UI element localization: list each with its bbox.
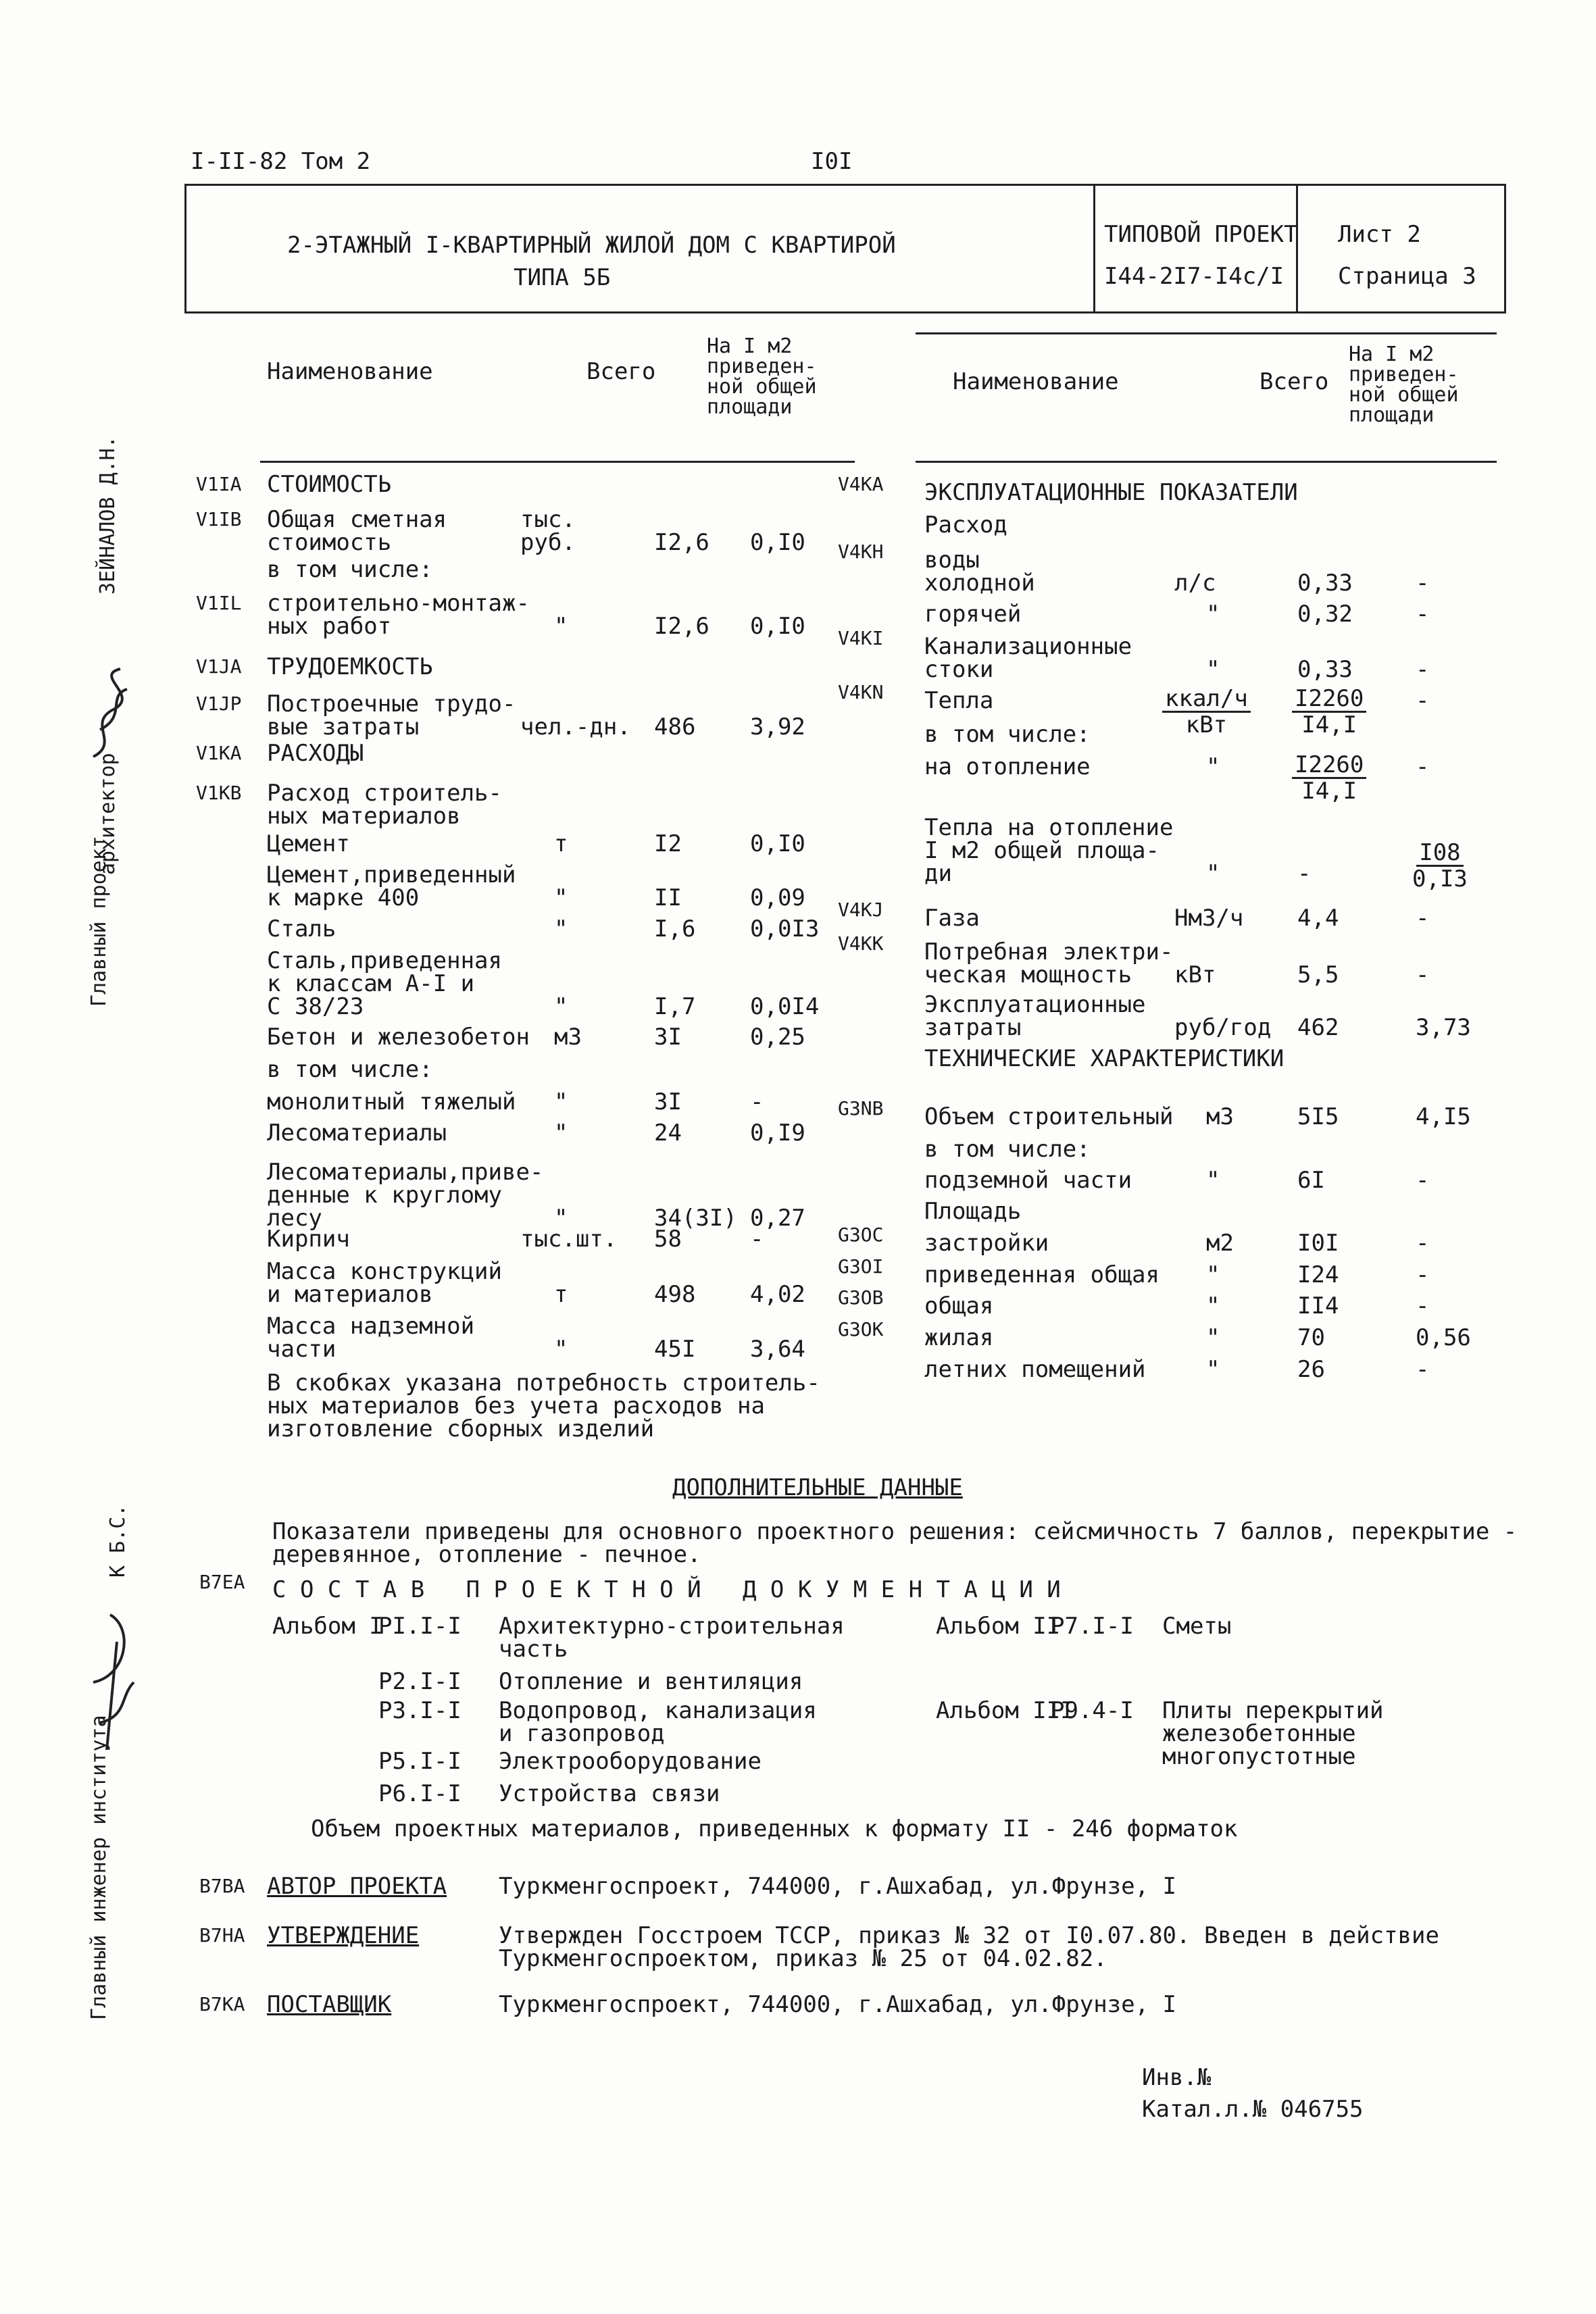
- left-row-unit: ": [554, 1205, 568, 1232]
- left-row-name: Общая сметная стоимость: [267, 506, 447, 556]
- left-row-total: 34(3I): [654, 1205, 737, 1232]
- right-row-code: G3OC: [838, 1224, 884, 1246]
- left-row-name: Сталь,приведенная к классам А-I и С 38/23: [267, 947, 502, 1020]
- right-row-name: Канализационные стоки: [924, 633, 1132, 683]
- right-row-per-m2: 0,56: [1416, 1324, 1471, 1351]
- footer-text: Туркменгоспроект, 744000, г.Ашхабад, ул.Фрунзе, I: [499, 1873, 1177, 1900]
- right-row-unit: ": [1206, 1324, 1220, 1351]
- right-row-unit: ": [1206, 1261, 1220, 1288]
- left-row-unit: ": [554, 884, 568, 911]
- project-label: ТИПОВОЙ ПРОЕКТ: [1104, 221, 1298, 248]
- album-name: Альбом I: [272, 1613, 383, 1640]
- right-row-code: G3OB: [838, 1286, 884, 1309]
- left-row-code: V1KB: [196, 782, 242, 804]
- left-row-per-m2: 3,92: [750, 713, 805, 740]
- footer-code: B7KA: [199, 1993, 245, 2015]
- left-row-unit: ": [554, 915, 568, 942]
- left-row-code: V1IA: [196, 473, 242, 495]
- right-row-total: 70: [1297, 1324, 1325, 1351]
- right-row-name: подземной части: [924, 1167, 1132, 1194]
- right-row-name: жилая: [924, 1324, 994, 1351]
- footer-code: B7BA: [199, 1875, 245, 1897]
- right-row-name: общая: [924, 1292, 994, 1319]
- album-title: Устройства связи: [499, 1780, 720, 1807]
- right-row-name: Расход: [924, 511, 1007, 538]
- right-row-per-m2: 4,I5: [1416, 1103, 1471, 1130]
- left-row-code: V1JP: [196, 693, 242, 715]
- left-row-name: Цемент,приведенный к марке 400: [267, 861, 516, 911]
- album-title: Плиты перекрытий железобетонные многопустотные: [1162, 1697, 1384, 1770]
- right-row-per-m2: $\frac{I08}{0,I3}$: [1412, 839, 1468, 892]
- right-row-unit: м2: [1206, 1230, 1234, 1257]
- right-row-per-m2: -: [1416, 1167, 1430, 1194]
- left-row-total: II: [654, 884, 682, 911]
- footer-label: АВТОР ПРОЕКТА: [267, 1873, 447, 1900]
- left-head-total: Всего: [587, 358, 656, 385]
- sidebar-role-chief-project: Главный проект: [87, 836, 111, 1007]
- album-code: P2.I-I: [378, 1668, 462, 1695]
- right-row-per-m2: -: [1416, 1292, 1430, 1319]
- right-row-per-m2: -: [1416, 656, 1430, 683]
- right-row-total: 462: [1297, 1014, 1339, 1041]
- volume-text: Объем проектных материалов, приведенных к формату II - 246 форматок: [311, 1815, 1238, 1842]
- right-row-total: 0,33: [1297, 570, 1353, 597]
- left-row-total: 3I: [654, 1024, 682, 1051]
- right-row-unit: ": [1206, 1292, 1220, 1319]
- left-row-per-m2: -: [750, 1226, 764, 1253]
- left-row-unit: ": [554, 1120, 568, 1147]
- right-head-total: Всего: [1260, 368, 1329, 395]
- series-label: I-II-82 Том 2: [191, 148, 371, 175]
- project-number: I44-2I7-I4c/I: [1104, 263, 1285, 290]
- right-row-name: на отопление: [924, 753, 1091, 780]
- left-head-name: Наименование: [267, 358, 433, 385]
- left-row-code: V1IL: [196, 592, 242, 614]
- footer-code: B7HA: [199, 1924, 245, 1946]
- sheet-label: Лист 2: [1338, 221, 1421, 248]
- right-row-code: V4KA: [838, 473, 884, 495]
- right-row-name: в том числе:: [924, 721, 1091, 748]
- right-row-name: горячей: [924, 601, 1022, 628]
- right-row-code: V4KJ: [838, 899, 884, 921]
- right-row-code: V4KN: [838, 681, 884, 703]
- right-row-code: G3NB: [838, 1097, 884, 1120]
- left-row-name: Сталь: [267, 915, 336, 942]
- album-code: PI.I-I: [378, 1613, 462, 1640]
- album-code: P9.4-I: [1051, 1697, 1134, 1724]
- extra-text: Показатели приведены для основного проектного решения: сейсмичность 7 баллов, перекрытие - деревянное, отопление - печное.: [272, 1518, 1518, 1568]
- left-row-code: V1KA: [196, 742, 242, 764]
- album-title: Водопровод, канализация и газопровод: [499, 1697, 817, 1747]
- right-row-name: Эксплуатационные затраты: [924, 991, 1146, 1041]
- left-row-per-m2: 0,0I3: [750, 915, 820, 942]
- right-row-name: летних помещений: [924, 1356, 1146, 1383]
- right-row-per-m2: -: [1416, 753, 1430, 780]
- right-row-unit: ккал/ч кВт: [1162, 686, 1251, 737]
- left-row-name: Цемент: [267, 830, 350, 857]
- right-row-unit: л/с: [1174, 570, 1216, 597]
- right-row-unit: Нм3/ч: [1174, 905, 1244, 932]
- right-row-name: Потребная электри- ческая мощность: [924, 938, 1174, 988]
- left-row-unit: т: [554, 830, 568, 857]
- right-row-name: Тепла на отопление I м2 общей площа- ди: [924, 814, 1174, 887]
- left-row-total: 486: [654, 713, 696, 740]
- right-row-total: 26: [1297, 1356, 1325, 1383]
- right-row-unit: руб/год: [1174, 1014, 1272, 1041]
- left-row-name: монолитный тяжелый: [267, 1088, 516, 1115]
- right-row-code: V4KI: [838, 627, 884, 649]
- left-row-per-m2: 0,25: [750, 1024, 805, 1051]
- left-row-name: Лесоматериалы,приве- денные к круглому лесу: [267, 1159, 544, 1232]
- right-row-total: $\frac{I2260}{I4,I}$: [1292, 753, 1366, 803]
- right-row-code: V4KK: [838, 932, 884, 955]
- left-row-unit: м3: [554, 1024, 582, 1051]
- sidebar-name-1: ЗЕЙНАЛОВ Д.Н.: [96, 436, 120, 595]
- right-row-name: ТЕХНИЧЕСКИЕ ХАРАКТЕРИСТИКИ: [924, 1045, 1285, 1072]
- right-row-unit: ": [1206, 860, 1220, 887]
- left-row-per-m2: 0,I9: [750, 1120, 805, 1147]
- right-row-per-m2: -: [1416, 1230, 1430, 1257]
- left-row-name: в том числе:: [267, 556, 433, 583]
- right-row-per-m2: -: [1416, 961, 1430, 988]
- right-row-total: 6I: [1297, 1167, 1325, 1194]
- left-row-per-m2: 0,I0: [750, 529, 805, 556]
- right-row-name: приведенная общая: [924, 1261, 1159, 1288]
- document-title-type: ТИПА 5Б: [514, 264, 611, 291]
- right-row-total: 5,5: [1297, 961, 1339, 988]
- extra-title: ДОПОЛНИТЕЛЬНЫЕ ДАННЫЕ: [672, 1474, 963, 1501]
- right-row-per-m2: -: [1416, 687, 1430, 714]
- footer-text: Туркменгоспроект, 744000, г.Ашхабад, ул.Фрунзе, I: [499, 1991, 1177, 2018]
- left-row-name: СТОИМОСТЬ: [267, 471, 392, 498]
- composition-title: С О С Т А В П Р О Е К Т Н О Й Д О К У М Е Н Т А Ц И И: [272, 1576, 1061, 1603]
- right-row-per-m2: -: [1416, 1356, 1430, 1383]
- right-row-name: ЭКСПЛУАТАЦИОННЫЕ ПОКАЗАТЕЛИ: [924, 479, 1298, 506]
- album-title: Электрооборудование: [499, 1748, 762, 1775]
- right-row-name: Площадь: [924, 1198, 1022, 1225]
- left-row-per-m2: 0,0I4: [750, 993, 820, 1020]
- composition-code: B7EA: [199, 1571, 245, 1593]
- left-row-unit: ": [554, 613, 568, 640]
- album-name: Альбом III: [936, 1697, 1074, 1724]
- page-number: I0I: [811, 148, 853, 175]
- right-row-unit: ": [1206, 753, 1220, 780]
- left-row-name: Расход строитель- ных материалов: [267, 780, 502, 830]
- right-row-name: застройки: [924, 1230, 1049, 1257]
- right-row-name: в том числе:: [924, 1136, 1091, 1163]
- right-row-unit: кВт: [1174, 961, 1216, 988]
- left-row-per-m2: 3,64: [750, 1336, 805, 1363]
- signature-1-icon: [80, 649, 134, 763]
- left-row-name: РАСХОДЫ: [267, 740, 364, 767]
- left-row-total: 498: [654, 1281, 696, 1308]
- left-row-unit: тыс. руб.: [520, 506, 576, 556]
- album-title: Сметы: [1162, 1613, 1232, 1640]
- sidebar-name-2: К Б.С.: [106, 1504, 130, 1578]
- right-row-total: $\frac{I2260}{I4,I}$: [1292, 686, 1366, 737]
- album-name: Альбом II: [936, 1613, 1061, 1640]
- right-row-total: I0I: [1297, 1230, 1339, 1257]
- left-row-unit: ": [554, 1336, 568, 1363]
- right-head-name: Наименование: [953, 368, 1119, 395]
- left-row-per-m2: -: [750, 1088, 764, 1115]
- sidebar-role-chief-engineer: Главный инженер института: [87, 1715, 111, 2020]
- right-row-total: 5I5: [1297, 1103, 1339, 1130]
- right-row-total: 0,32: [1297, 601, 1353, 628]
- left-head-per: На I м2 приведен- ной общей площади: [707, 334, 817, 419]
- left-table-note: В скобках указана потребность строитель- ных материалов без учета расходов на изготовление сборных изделий: [267, 1369, 820, 1442]
- right-row-unit: м3: [1206, 1103, 1234, 1130]
- left-row-total: I2,6: [654, 613, 709, 640]
- right-row-total: 0,33: [1297, 656, 1353, 683]
- right-row-name: Газа: [924, 905, 980, 932]
- left-row-per-m2: 0,27: [750, 1205, 805, 1232]
- catalog-number: Катал.л.№ 046755: [1142, 2096, 1364, 2123]
- right-row-total: -: [1297, 860, 1312, 887]
- left-row-unit: ": [554, 1088, 568, 1115]
- right-row-code: G3OK: [838, 1318, 884, 1340]
- signature-2-icon: [80, 1601, 141, 1757]
- right-row-per-m2: -: [1416, 905, 1430, 932]
- page-label: Страница 3: [1338, 263, 1476, 290]
- right-row-unit: ": [1206, 1356, 1220, 1383]
- right-row-name: воды: [924, 547, 980, 574]
- right-head-per: На I м2 приведен- ной общей площади: [1349, 343, 1459, 427]
- left-row-total: 24: [654, 1120, 682, 1147]
- right-row-total: II4: [1297, 1292, 1339, 1319]
- left-row-per-m2: 0,I0: [750, 830, 805, 857]
- left-row-per-m2: 0,09: [750, 884, 805, 911]
- left-row-code: V1JA: [196, 655, 242, 678]
- left-row-total: I,7: [654, 993, 696, 1020]
- right-row-code: G3OI: [838, 1255, 884, 1278]
- right-row-per-m2: -: [1416, 1261, 1430, 1288]
- right-row-per-m2: 3,73: [1416, 1014, 1471, 1041]
- left-row-total: 58: [654, 1226, 682, 1253]
- sidebar-role-architect: архитектор: [96, 753, 120, 875]
- album-code: P5.I-I: [378, 1748, 462, 1775]
- album-code: P6.I-I: [378, 1780, 462, 1807]
- left-row-name: Кирпич: [267, 1226, 350, 1253]
- left-row-unit: чел.-дн.: [520, 713, 631, 740]
- right-row-name: Объем строительный: [924, 1103, 1174, 1130]
- right-row-unit: ": [1206, 656, 1220, 683]
- right-row-unit: ": [1206, 601, 1220, 628]
- left-row-name: строительно-монтаж- ных работ: [267, 590, 530, 640]
- right-row-code: V4KH: [838, 540, 884, 563]
- album-title: Архитектурно-строительная часть: [499, 1613, 845, 1663]
- album-title: Отопление и вентиляция: [499, 1668, 803, 1695]
- footer-label: ПОСТАВЩИК: [267, 1991, 392, 2018]
- left-row-code: V1IB: [196, 508, 242, 530]
- right-row-name: Тепла: [924, 687, 994, 714]
- left-row-name: Масса конструкций и материалов: [267, 1258, 502, 1308]
- album-code: P3.I-I: [378, 1697, 462, 1724]
- right-row-unit: ": [1206, 1167, 1220, 1194]
- document-title: 2-ЭТАЖНЫЙ I-КВАРТИРНЫЙ ЖИЛОЙ ДОМ С КВАРТИРОЙ: [287, 232, 896, 259]
- left-row-name: ТРУДОЕМКОСТЬ: [267, 653, 433, 680]
- left-row-total: I,6: [654, 915, 696, 942]
- left-row-per-m2: 0,I0: [750, 613, 805, 640]
- left-row-unit: тыс.шт.: [520, 1226, 618, 1253]
- left-row-total: I2,6: [654, 529, 709, 556]
- right-row-name: холодной: [924, 570, 1035, 597]
- left-row-name: Бетон и железобетон: [267, 1024, 530, 1051]
- left-row-total: 45I: [654, 1336, 696, 1363]
- inventory-label: Инв.№: [1142, 2064, 1212, 2091]
- footer-label: УТВЕРЖДЕНИЕ: [267, 1922, 420, 1949]
- album-code: P7.I-I: [1051, 1613, 1134, 1640]
- left-row-name: Построечные трудо- вые затраты: [267, 690, 516, 740]
- right-row-per-m2: -: [1416, 601, 1430, 628]
- left-row-unit: т: [554, 1281, 568, 1308]
- left-row-name: Лесоматериалы: [267, 1120, 447, 1147]
- left-row-name: Масса надземной части: [267, 1313, 475, 1363]
- left-row-total: 3I: [654, 1088, 682, 1115]
- left-row-name: в том числе:: [267, 1056, 433, 1083]
- footer-text: Утвержден Госстроем ТССР, приказ № 32 от I0.07.80. Введен в действие Туркменгоспроектом, приказ № 25 от 04.02.82.: [499, 1922, 1439, 1972]
- left-row-per-m2: 4,02: [750, 1281, 805, 1308]
- left-row-total: I2: [654, 830, 682, 857]
- right-row-total: I24: [1297, 1261, 1339, 1288]
- left-row-unit: ": [554, 993, 568, 1020]
- right-row-total: 4,4: [1297, 905, 1339, 932]
- right-row-per-m2: -: [1416, 570, 1430, 597]
